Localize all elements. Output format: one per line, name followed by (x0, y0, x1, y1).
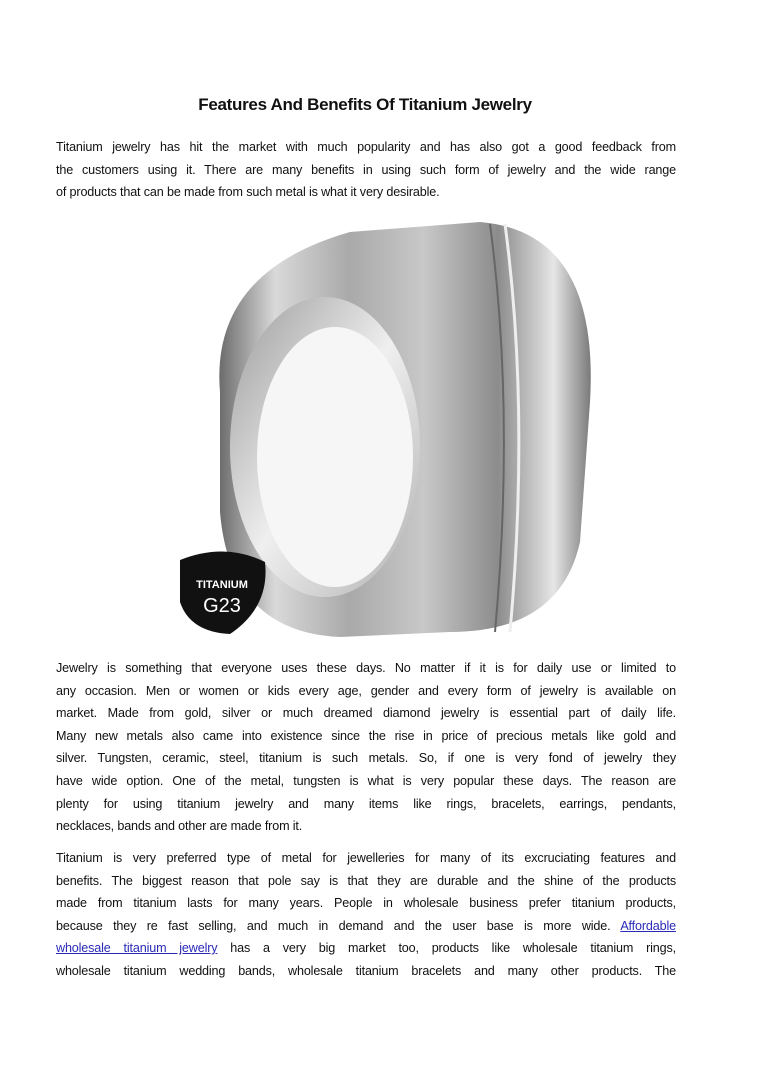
page-title: Features And Benefits Of Titanium Jewelry (198, 95, 532, 114)
text-line: Titanium jewelry has hit the market with much popularity and has also got a good feedback from (56, 140, 676, 154)
badge-line2: G23 (203, 595, 241, 617)
text-line: made from titanium lasts for many years. People in wholesale business prefer titanium products, (56, 896, 676, 911)
paragraph-intro (56, 136, 676, 204)
titanium-g23-badge (180, 551, 266, 634)
text-span: has a very big market too, products like wholesale titanium rings, (230, 941, 676, 956)
text-line: Many new metals also came into existence since the rise in price of precious metals like gold and (56, 728, 676, 743)
text-line (56, 937, 676, 960)
text-line: the customers using it. There are many benefits in using such form of jewelry and the wide range (56, 162, 676, 177)
text-line: of products that can be made from such metal is what it very desirable. (56, 185, 440, 200)
affordable-wholesale-link[interactable]: Affordable (620, 918, 676, 933)
paragraph-titanium (56, 847, 676, 983)
text-line: any occasion. Men or women or kids every age, gender and every form of jewelry is available on (56, 683, 676, 698)
text-line: silver. Tungsten, ceramic, steel, titanium is such metals. So, if one is very fond of jewelry they (56, 751, 676, 766)
text-line: benefits. The biggest reason that pole say is that they are durable and the shine of the products (56, 873, 676, 888)
titanium-ring-image (150, 212, 620, 642)
text-line: have wide option. One of the metal, tungsten is what is very popular these days. The reason are (56, 773, 676, 788)
paragraph-jewelry (56, 657, 676, 838)
text-line (56, 915, 676, 938)
text-line: Titanium is very preferred type of metal for jewelleries for many of its excruciating features and (56, 851, 676, 865)
badge-line1: TITANIUM (196, 579, 248, 591)
text-line: necklaces, bands and other are made from it. (56, 819, 303, 834)
text-line: market. Made from gold, silver or much dreamed diamond jewelry is essential part of daily life. (56, 706, 676, 721)
affordable-wholesale-link-cont[interactable]: wholesale titanium jewelry (56, 941, 218, 956)
text-line: plenty for using titanium jewelry and many items like rings, bracelets, earrings, pendants, (56, 796, 676, 811)
text-line: Jewelry is something that everyone uses these days. No matter if it is for daily use or limited to (56, 661, 676, 675)
text-line: wholesale titanium wedding bands, wholesale titanium bracelets and many other products. The (56, 963, 676, 978)
text-span: because they re fast selling, and much in demand and the user base is more wide. (56, 918, 611, 933)
